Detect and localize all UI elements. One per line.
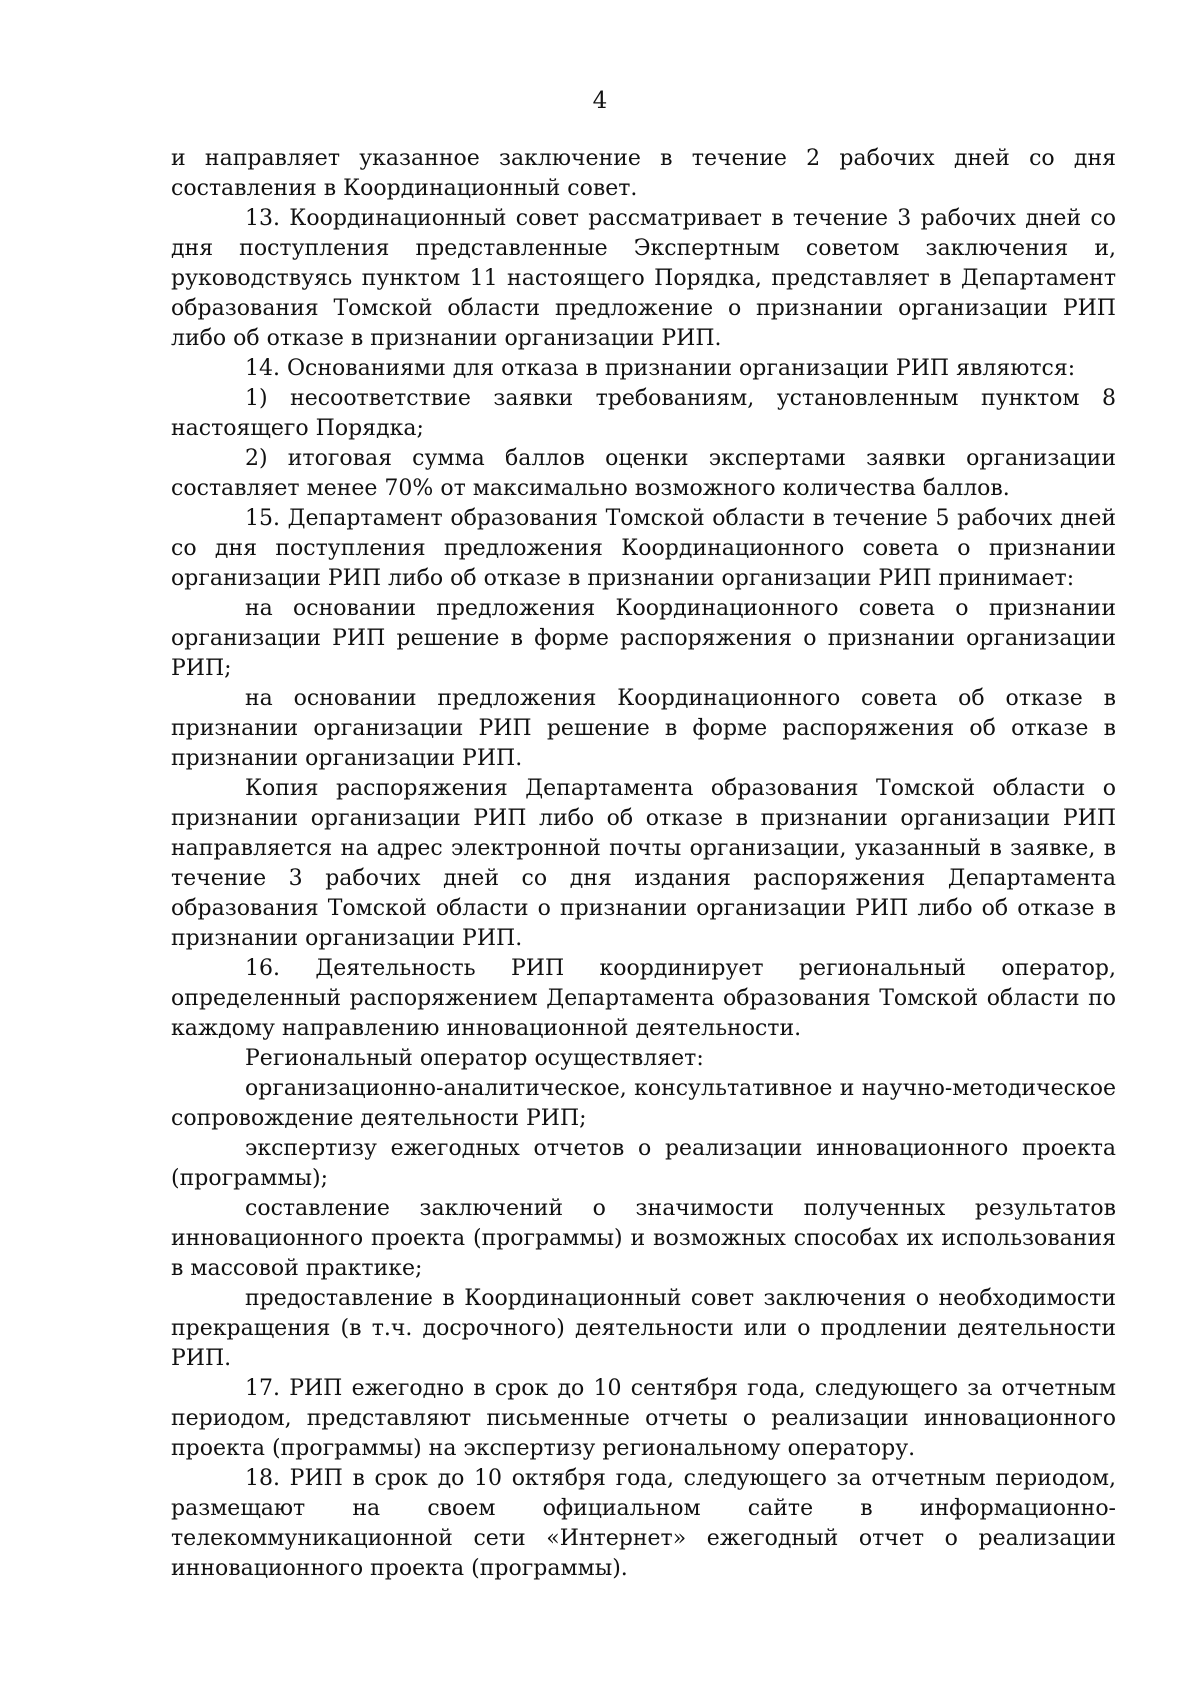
paragraph-decision-approve: на основании предложения Координационного совета о признании организации РИП решение в форме распоряжения о признании организации РИП; — [171, 596, 1116, 681]
paragraph-subitem-1: 1) несоответствие заявки требованиям, установленным пунктом 8 настоящего Порядка; — [171, 386, 1116, 441]
paragraph-decision-refuse: на основании предложения Координационного совета об отказе в признании организации РИП решение в форме распоряжения об отказе в признании организации РИП. — [171, 686, 1116, 771]
paragraph-operator-duty-1: организационно-аналитическое, консультативное и научно-методическое сопровождение деятельности РИП; — [171, 1076, 1116, 1131]
paragraph-item-14: 14. Основаниями для отказа в признании организации РИП являются: — [245, 356, 1076, 381]
paragraph-operator-duty-4: предоставление в Координационный совет заключения о необходимости прекращения (в т.ч. досрочного) деятельности или о продлении деятельности РИП. — [171, 1286, 1116, 1371]
paragraph-item-15: 15. Департамент образования Томской области в течение 5 рабочих дней со дня поступления предложения Координационного совета о признании организации РИП либо об отказе в признании организации РИП принимает: — [171, 506, 1116, 591]
paragraph-item-17: 17. РИП ежегодно в срок до 10 сентября года, следующего за отчетным периодом, представляют письменные отчеты о реализации инновационного проекта (программы) на экспертизу региональному оператору. — [171, 1376, 1116, 1461]
paragraph-copy-notice: Копия распоряжения Департамента образования Томской области о признании организации РИП либо об отказе в признании организации РИП направляется на адрес электронной почты организации, указанный в заявке, в течение 3 рабочих дней со дня издания распоряжения Департамента образования Томской области о признании организации РИП либо об отказе в признании организации РИП. — [171, 776, 1116, 951]
paragraph-item-18: 18. РИП в срок до 10 октября года, следующего за отчетным периодом, размещают на своем официальном сайте в информационно-телекоммуникационной сети «Интернет» ежегодный отчет о реализации инновационного проекта (программы). — [171, 1466, 1116, 1581]
paragraph-item-16: 16. Деятельность РИП координирует региональный оператор, определенный распоряжением Департамента образования Томской области по каждому направлению инновационной деятельности. — [171, 956, 1116, 1041]
paragraph-operator-duty-2: экспертизу ежегодных отчетов о реализации инновационного проекта (программы); — [171, 1136, 1116, 1191]
paragraph-subitem-2: 2) итоговая сумма баллов оценки экспертами заявки организации составляет менее 70% от максимально возможного количества баллов. — [171, 446, 1116, 501]
paragraph-operator-duty-3: составление заключений о значимости полученных результатов инновационного проекта (программы) и возможных способах их использования в массовой практике; — [171, 1196, 1116, 1281]
document-body — [171, 144, 1116, 1584]
paragraph-item-13: 13. Координационный совет рассматривает в течение 3 рабочих дней со дня поступления представленные Экспертным советом заключения и, руководствуясь пунктом 11 настоящего Порядка, представляет в Департамент образования Томской области предложение о признании организации РИП либо об отказе в признании организации РИП. — [171, 206, 1116, 351]
paragraph-continuation: и направляет указанное заключение в течение 2 рабочих дней со дня составления в Координационный совет. — [171, 146, 1116, 201]
paragraph-operator-intro: Региональный оператор осуществляет: — [245, 1046, 704, 1071]
page-number: 4 — [592, 88, 608, 114]
